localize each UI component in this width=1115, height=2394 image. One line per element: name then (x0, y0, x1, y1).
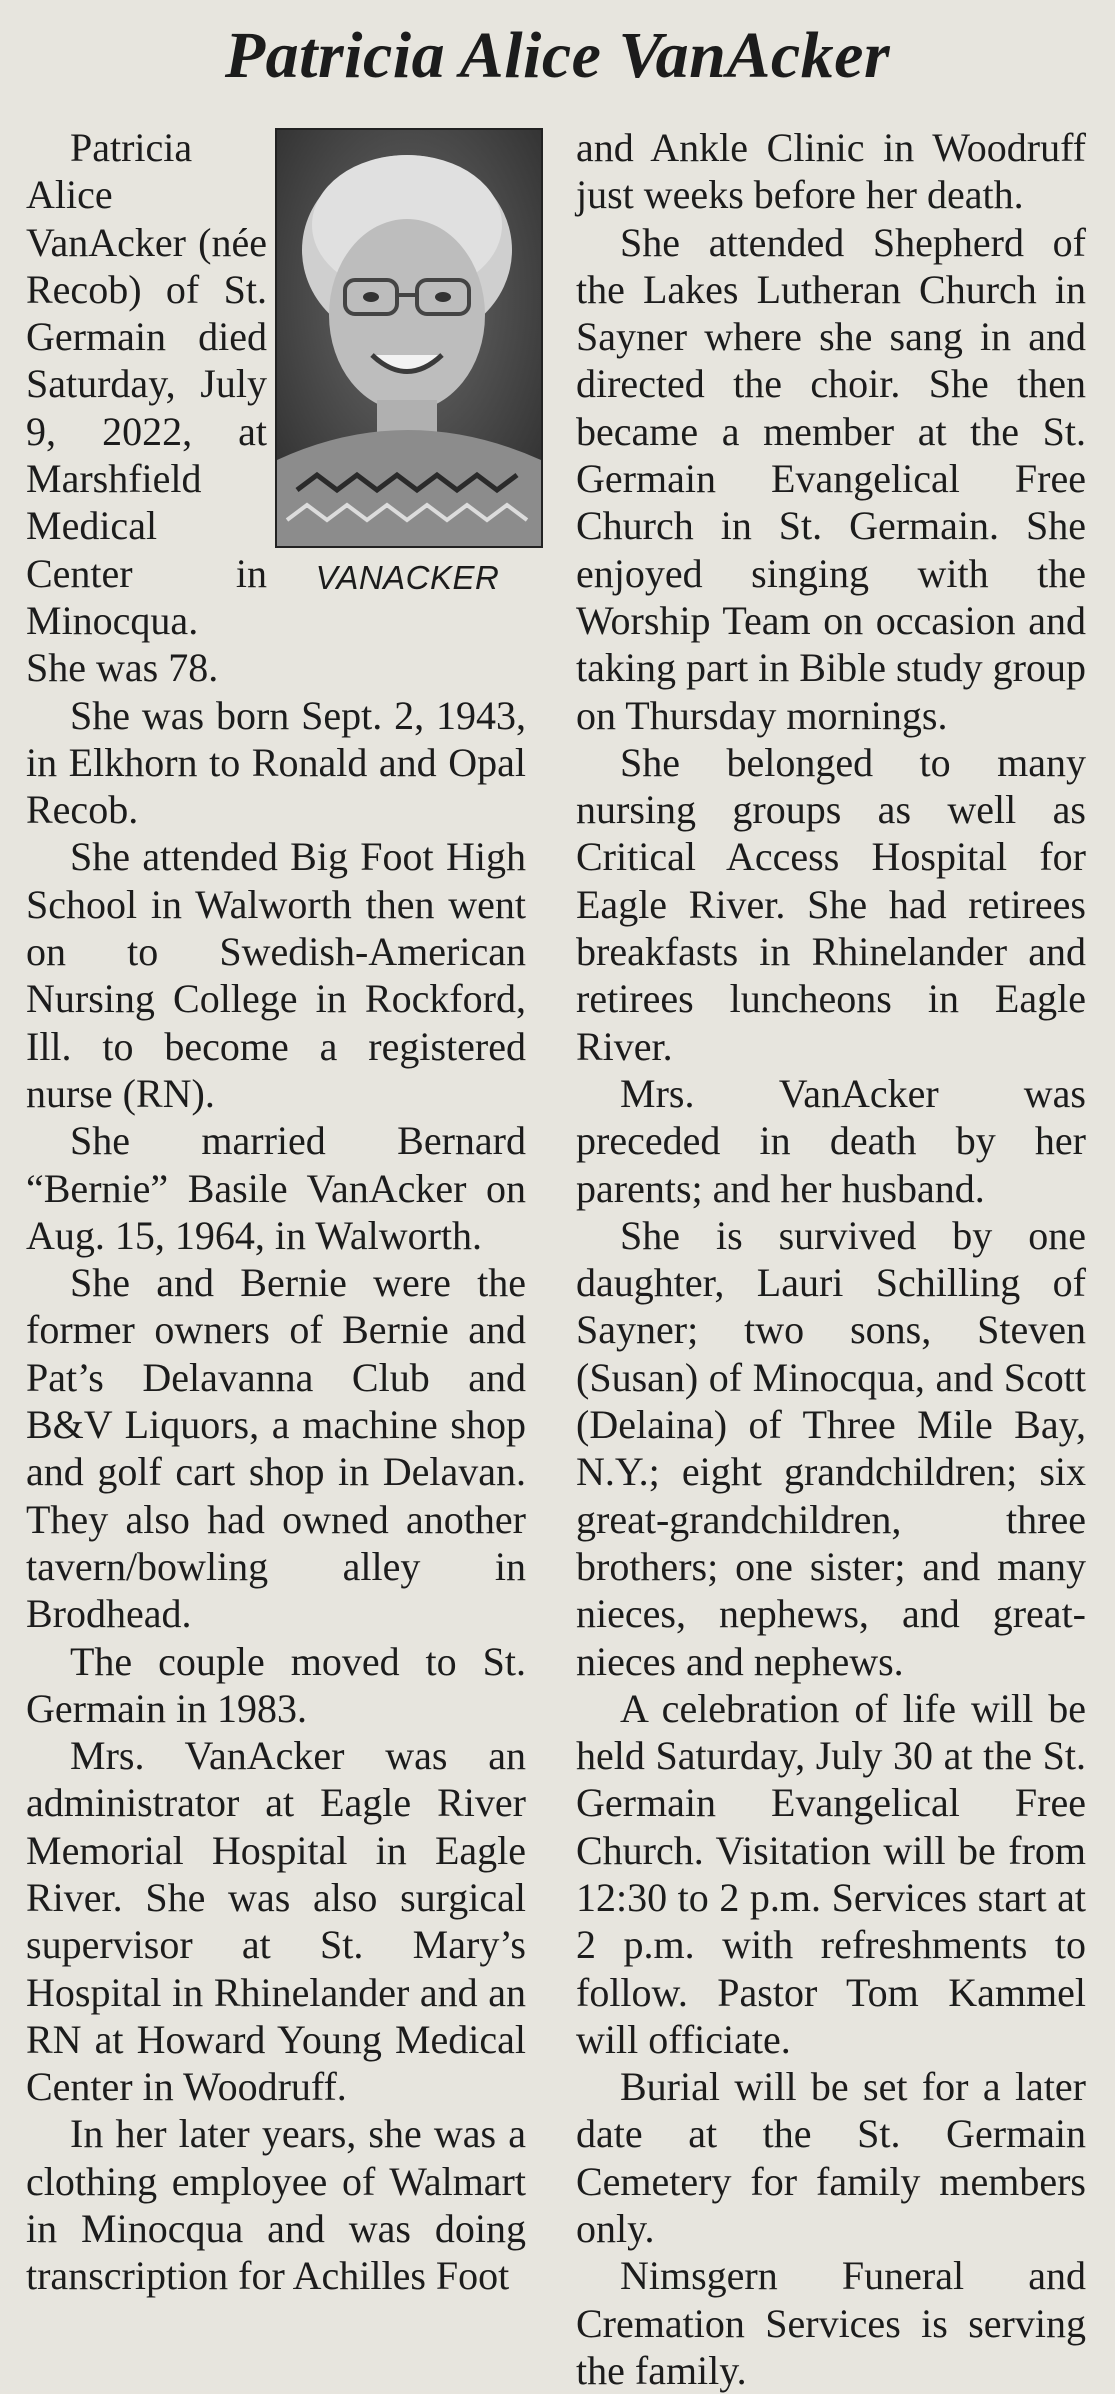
portrait-image-icon (277, 130, 541, 546)
obituary-paragraph: and Ankle Clinic in Woodruff just weeks before her death. (576, 125, 1086, 218)
obituary-paragraph: She was born Sept. 2, 1943, in Elkhorn to Ronald and Opal Recob. (26, 692, 526, 833)
obituary-paragraph: Mrs. VanAcker was preceded in death by her parents; and her husband. (576, 1070, 1086, 1211)
obituary-paragraph: Nimsgern Funeral and Cremation Services is serving the family. (576, 2253, 1086, 2393)
obituary-paragraph: She attended Shepherd of the Lakes Lutheran Church in Sayner where she sang in and directed the choir. She then became a member at the St. Germain Evangelical Free Church in St. Germain. She enjoyed singing with the Worship Team on occasion and taking part in Bible study group on Thursday mornings. (576, 219, 1086, 738)
right-column (576, 124, 1086, 2394)
obituary-paragraph: She and Bernie were the former owners of Bernie and Pat’s Delavanna Club and B&V Liquors, a machine shop and golf cart shop in Delavan. They also had owned another tavern/bowling alley in Brodhead. (26, 1260, 526, 1637)
obituary-paragraph: She is survived by one daughter, Lauri Schilling of Sayner; two sons, Steven (Susan) of Minocqua, and Scott (Delaina) of Three Mile Bay, N.Y.; eight grandchildren; six great-grandchildren, three brothers; one sister; and many nieces, nephews, and great-nieces and nephews. (576, 1212, 1086, 1684)
obituary-paragraph: The couple moved to St. Germain in 1983. (26, 1638, 526, 1731)
photo-caption: VANACKER (315, 559, 500, 596)
obituary-paragraph: She belonged to many nursing groups as well as Critical Access Hospital for Eagle River. She had retirees breakfasts in Rhinelander and retirees luncheons in Eagle River. (576, 739, 1086, 1069)
obituary-paragraph: Burial will be set for a later date at the St. Germain Cemetery for family members only. (576, 2064, 1086, 2252)
obituary-paragraph: Patricia Alice VanAcker (née Recob) of St. Germain died Saturday, July 9, 2022, at Marshfield Medical Center in Minocqua. She was 78. (26, 125, 267, 691)
obituary-paragraph: Mrs. VanAcker was an administrator at Eagle River Memorial Hospital in Eagle River. She was also surgical supervisor at St. Mary’s Hospital in Rhinelander and an RN at Howard Young Medical Center in Woodruff. (26, 1733, 526, 2110)
portrait-figure (275, 128, 540, 601)
obituary-paragraph: She attended Big Foot High School in Walworth then went on to Swedish-American Nursing College in Rockford, Ill. to become a registered nurse (RN). (26, 834, 526, 1116)
obituary-paragraph: She married Bernard “Bernie” Basile VanAcker on Aug. 15, 1964, in Walworth. (26, 1118, 526, 1258)
left-column (26, 124, 526, 2300)
obituary-paragraph: In her later years, she was a clothing employee of Walmart in Minocqua and was doing transcription for Achilles Foot (26, 2111, 526, 2299)
obituary-headline: Patricia Alice VanAcker (224, 19, 891, 92)
portrait-photo (275, 128, 543, 548)
obituary-paragraph: A celebration of life will be held Saturday, July 30 at the St. Germain Evangelical Free Church. Visitation will be from 12:30 to 2 p.m. Services start at 2 p.m. with refreshments to follow. Pastor Tom Kammel will officiate. (576, 1685, 1086, 2062)
